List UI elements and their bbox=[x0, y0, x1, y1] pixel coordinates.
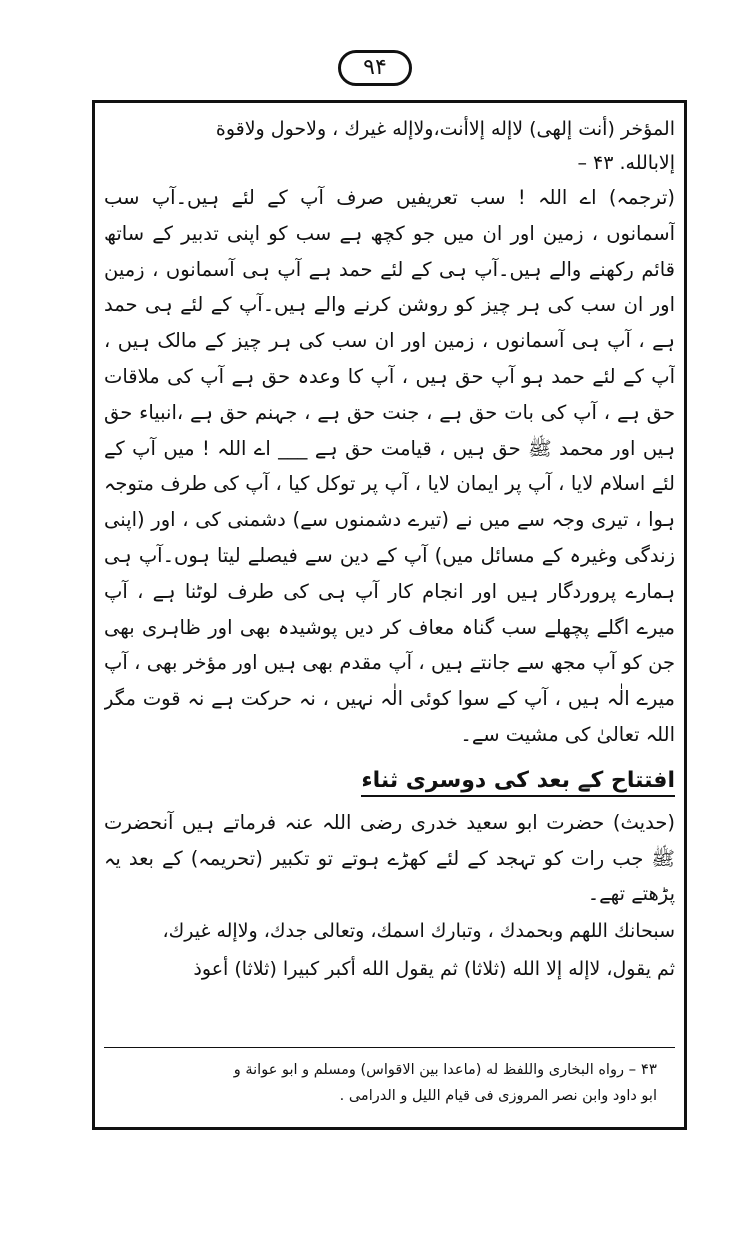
section-heading bbox=[104, 763, 675, 799]
footnote-text1: رواه البخارى واللفظ له (ماعدا بين الاقواس) ومسلم و ابو عوانة و bbox=[233, 1062, 624, 1078]
arabic-intro-line1: المؤخر (أنت إلهى) لاإله إلاأنت،ولاإله غيرك ، ولاحول ولاقوة bbox=[215, 118, 675, 140]
translation-text: اے اللہ ! سب تعریفیں صرف آپ کے لئے ہیں۔آپ سب آسمانوں ، زمین اور ان میں جو کچھ ہے سب کو اپنی تدبیر کے ساتھ قائم رکھنے والے ہیں۔آپ ہی کے لئے حمد ہے آپ ہی آسمانوں ، زمین اور ان سب کی ہر چیز کو روشن کرنے والے ہیں۔آپ کے لئے ہی حمد ہے ، آپ ہی آسمانوں ، زمین اور ان سب کی ہر چیز کے مالک ہیں ، آپ کے لئے حمد ہو آپ حق ہیں ، آپ کا وعدہ حق ہے آپ کی ملاقات حق ہے ، آپ کی بات حق ہے ، جنت حق ہے ، جہنم حق ہے ،انبیاء حق ہیں اور محمد ﷺ حق ہیں ، قیامت حق ہے ___ اے اللہ ! میں آپ کے لئے اسلام لایا ، آپ پر ایمان لایا ، آپ پر توکل کیا ، آپ کی طرف متوجہ ہوا ، تیری وجہ سے میں نے (تیرے دشمنوں سے) دشمنی کی ، اور (اپنی زندگی وغیرہ کے مسائل میں) آپ کے دین سے فیصلے لیتا ہوں۔آپ ہی ہمارے پروردگار ہیں اور انجام کار آپ ہی کی طرف لوٹنا ہے ، آپ میرے اگلے پچھلے سب گناہ معاف کر دیں پوشیدہ بھی اور ظاہری بھی جن کو آپ مجھ سے جانتے ہیں ، آپ مقدم بھی ہیں اور مؤخر بھی ، آپ میرے الٰہ ہیں ، آپ کے سوا کوئی الٰہ نہیں ، نہ حرکت ہے نہ قوت مگر اللہ تعالیٰ کی مشیت سے۔ bbox=[104, 186, 675, 746]
footnote-divider bbox=[104, 1047, 675, 1048]
section-heading-text: افتتاح کے بعد کی دوسری ثناء bbox=[361, 768, 675, 797]
arabic-dua-line1: سبحانك اللهم وبحمدك ، وتبارك اسمك، وتعالى جدك، ولاإله غيرك، bbox=[162, 920, 675, 943]
translation-label: (ترجمہ) bbox=[608, 186, 675, 209]
footnote-line2: ابو داود وابن نصر المروزى فى قيام الليل و الدرامى . bbox=[339, 1088, 657, 1104]
hadith-label: (حدیث) bbox=[612, 810, 675, 834]
page-content bbox=[104, 112, 675, 1118]
translation-paragraph bbox=[104, 180, 675, 753]
footnote bbox=[104, 1056, 675, 1109]
arabic-intro-line2: إلابالله. ۴۳ – bbox=[577, 152, 675, 174]
footnote-line1 bbox=[104, 1056, 657, 1083]
page-number: ۹۴ bbox=[338, 50, 412, 86]
hadith-paragraph bbox=[104, 805, 675, 912]
footnote-marker: ۴۳ – bbox=[628, 1060, 657, 1078]
arabic-dua-line2: ثم يقول، لاإله إلا الله (ثلاثا) ثم يقول الله أكبر كبيرا (ثلاثا) أعوذ bbox=[193, 958, 675, 981]
hadith-text: حضرت ابو سعید خدری رضی اللہ عنہ فرماتے ہیں آنحضرت ﷺ جب رات کو تہجد کے لئے کھڑے ہوتے تو تکبیر (تحریمہ) کے بعد یہ پڑھتے تھے۔ bbox=[104, 810, 675, 906]
